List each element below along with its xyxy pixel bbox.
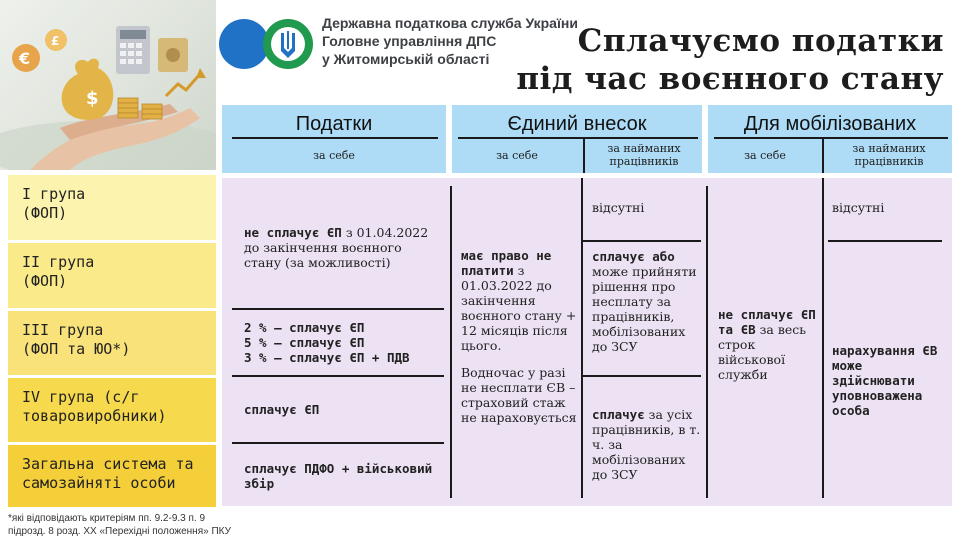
divider xyxy=(232,308,444,310)
group-3-line-2: (ФОП та ЮО*) xyxy=(22,340,131,358)
taxes-column-title: Податки xyxy=(295,113,373,135)
mobilized-employees-rest: нарахування ЄВ може здійснювати уповноважена особа xyxy=(832,343,938,418)
divider xyxy=(458,137,698,139)
divider xyxy=(232,137,438,139)
money-hand-illustration xyxy=(0,0,216,170)
esv-column-title: Єдиний внесок xyxy=(507,113,647,135)
group-5-line-2: самозайняті особи xyxy=(22,474,176,492)
taxes-g12-text: з 01.04.2022 до закінчення воєнного стану (за можливості) xyxy=(244,225,429,270)
agency-line-2: Головне управління ДПС xyxy=(322,33,497,49)
esv-sub-employees: за найманих працівників xyxy=(607,142,681,168)
divider xyxy=(822,178,824,498)
group-3-line-1: III група xyxy=(22,321,104,339)
title-line-2: під час воєнного стану xyxy=(516,61,944,97)
group-3-label xyxy=(8,311,216,375)
dps-logo xyxy=(218,18,318,70)
taxes-g3-line-1: 2 % – сплачує ЄП xyxy=(244,320,365,335)
divider xyxy=(450,186,452,498)
esv-self-bold: має право не платити xyxy=(461,248,552,278)
esv-employees-group-1: відсутні xyxy=(592,200,645,215)
divider xyxy=(706,186,708,498)
group-4-line-2: товаровиробники) xyxy=(22,407,167,425)
divider xyxy=(232,442,444,444)
svg-text:€: € xyxy=(19,49,31,68)
divider xyxy=(581,178,583,498)
footnote-line-1: *які відповідають критеріям пп. 9.2-9.3 п. 9 xyxy=(8,513,206,524)
esv-employees-groups-4-5 xyxy=(592,407,704,482)
hero-illustration xyxy=(0,0,216,170)
esv-self-cell xyxy=(461,248,579,425)
taxes-cell-group-4: сплачує ЄП xyxy=(244,402,320,417)
esv-self-note: Водночас у разі не несплати ЄВ – страховий стаж не нараховується xyxy=(461,365,577,425)
taxes-g3-line-3: 3 % – сплачує ЄП + ПДВ xyxy=(244,350,410,365)
group-5-label xyxy=(8,445,216,507)
title-line-1: Сплачуємо податки xyxy=(577,23,944,59)
esv-employees-g45-text: за усіх працівників, в т. ч. за мобілізованих до ЗСУ xyxy=(592,407,701,482)
taxes-sub-self: за себе xyxy=(313,149,355,162)
agency-line-1: Державна податкова служба України xyxy=(322,15,578,31)
divider xyxy=(583,240,701,242)
footnote xyxy=(8,512,231,538)
mobilized-self-bold: не сплачує ЄП та ЄВ xyxy=(718,307,816,337)
group-4-line-1: IV група (с/г xyxy=(22,388,140,406)
footnote-line-2: підрозд. 8 розд. ХХ «Перехідні положення» ПКУ xyxy=(8,526,231,537)
group-1-line-1: I група xyxy=(22,185,86,203)
esv-employees-g23-text: може прийняти рішення про несплату за працівників, мобілізованих до ЗСУ xyxy=(592,264,697,354)
mobilized-employees-group-1: відсутні xyxy=(832,200,885,215)
divider xyxy=(583,139,585,173)
group-4-label xyxy=(8,378,216,442)
taxes-g12-bold: не сплачує ЄП xyxy=(244,225,342,240)
group-5-line-1: Загальна система та xyxy=(22,455,194,473)
group-1-label xyxy=(8,175,216,240)
esv-employees-g45-bold: сплачує xyxy=(592,407,645,422)
svg-text:£: £ xyxy=(51,34,60,48)
esv-self-text: з 01.03.2022 до закінчення воєнного стану + 12 місяців після цього. xyxy=(461,263,577,353)
taxes-g3-line-2: 5 % – сплачує ЄП xyxy=(244,335,365,350)
mobilized-sub-employees: за найманих працівників xyxy=(852,142,926,168)
divider xyxy=(714,137,948,139)
svg-text:$: $ xyxy=(86,88,99,109)
mobilized-column-title: Для мобілізованих xyxy=(743,113,917,135)
divider xyxy=(828,240,942,242)
mobilized-sub-self: за себе xyxy=(744,149,786,162)
divider xyxy=(232,375,444,377)
logo-blue-circle xyxy=(219,19,269,69)
mobilized-self-cell xyxy=(718,307,820,382)
divider xyxy=(822,139,824,173)
mobilized-self-text: за весь строк військової служби xyxy=(718,322,807,382)
esv-sub-self: за себе xyxy=(496,149,538,162)
divider xyxy=(583,375,701,377)
agency-line-3: у Житомирській області xyxy=(322,51,490,67)
group-2-line-2: (ФОП) xyxy=(22,272,68,290)
esv-employees-g23-bold: сплачує або xyxy=(592,249,675,264)
taxes-cell-group-3 xyxy=(244,320,444,365)
group-2-label xyxy=(8,243,216,308)
taxes-cell-groups-1-2 xyxy=(244,225,440,270)
group-2-line-1: II група xyxy=(22,253,95,271)
group-1-line-2: (ФОП) xyxy=(22,204,68,222)
esv-employees-groups-2-3 xyxy=(592,249,704,354)
page-title xyxy=(516,22,944,98)
taxes-cell-group-5: сплачує ПДФО + військовий збір xyxy=(244,461,433,491)
